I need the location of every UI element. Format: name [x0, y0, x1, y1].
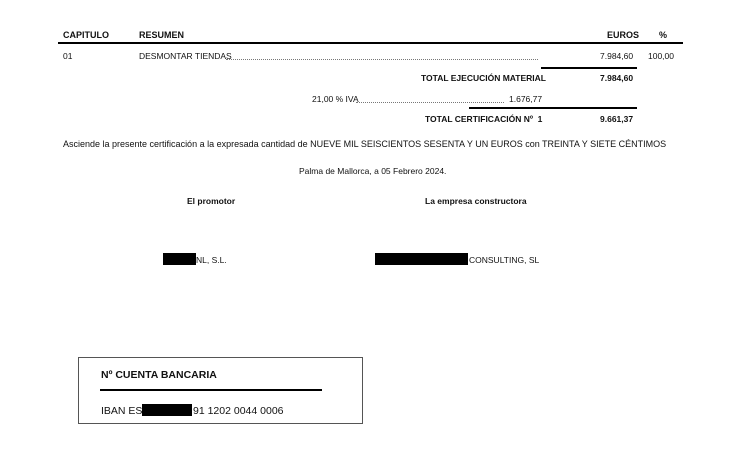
header-percent: % — [659, 30, 668, 40]
header-divider — [58, 42, 683, 44]
row-percent: 100,00 — [648, 51, 674, 61]
amount-statement: Asciende la presente certificación a la expresada cantidad de NUEVE MIL SEISCIENTOS SESENTA Y UN EUROS con TREINTA Y SIETE CÉNTIMOS — [63, 139, 667, 149]
total-certificacion-value: 9.661,37 — [600, 114, 634, 124]
header-capitulo: CAPITULO — [63, 30, 109, 40]
total-divider — [469, 107, 637, 109]
certificacion-number: 1 — [537, 114, 543, 124]
row-leader-dots — [226, 59, 538, 60]
redaction-block-promotor — [163, 253, 196, 265]
iva-value: 1.676,77 — [509, 94, 543, 104]
redaction-block-iban — [142, 404, 192, 416]
iban-prefix: IBAN ES — [101, 405, 143, 417]
promotor-name: NL, S.L. — [196, 255, 227, 265]
total-certificacion-label: TOTAL CERTIFICACIÓN Nº 1 — [425, 114, 543, 124]
place-date: Palma de Mallorca, a 05 Febrero 2024. — [299, 166, 447, 176]
header-euros: EUROS — [607, 30, 640, 40]
total-ejecucion-value: 7.984,60 — [600, 73, 634, 83]
row-capitulo: 01 — [63, 51, 73, 61]
redaction-block-constructora — [375, 253, 468, 265]
iva-label: 21,00 % IVA — [312, 94, 359, 104]
constructora-label: La empresa constructora — [425, 196, 527, 206]
total-ejecucion-label: TOTAL EJECUCIÓN MATERIAL — [421, 73, 546, 83]
subtotal-divider — [541, 67, 637, 69]
bank-title: Nº CUENTA BANCARIA — [101, 369, 217, 381]
promotor-label: El promotor — [187, 196, 236, 206]
constructora-name: CONSULTING, SL — [469, 255, 540, 265]
header-resumen: RESUMEN — [139, 30, 185, 40]
row-resumen: DESMONTAR TIENDAS — [139, 51, 232, 61]
iva-leader-dots — [356, 102, 504, 103]
bank-title-underline — [100, 389, 322, 391]
row-euros: 7.984,60 — [600, 51, 634, 61]
iban-suffix: 91 1202 0044 0006 — [193, 405, 284, 417]
